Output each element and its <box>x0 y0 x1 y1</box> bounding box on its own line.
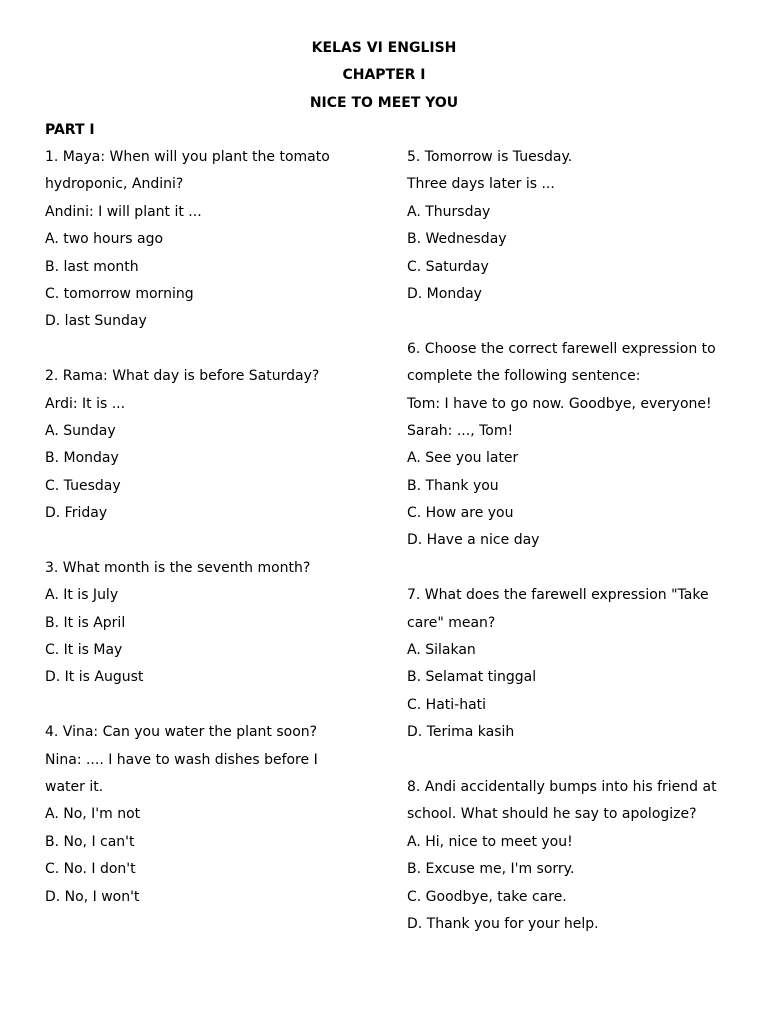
question-text: 7. What does the farewell expression "Take <box>407 587 709 604</box>
question-block <box>45 144 390 336</box>
answer-option: B. It is April <box>45 614 126 631</box>
answer-option: C. Tuesday <box>45 477 121 494</box>
answer-option: A. Thursday <box>407 203 491 220</box>
answer-option: B. Excuse me, I'm sorry. <box>407 861 575 878</box>
question-text: school. What should he say to apologize? <box>407 806 697 823</box>
answer-option: A. Sunday <box>45 422 116 439</box>
answer-option: D. Friday <box>45 505 108 522</box>
answer-option: A. two hours ago <box>45 231 164 248</box>
question-text: 8. Andi accidentally bumps into his friend at <box>407 778 717 795</box>
question-text: 6. Choose the correct farewell expression to <box>407 340 716 357</box>
answer-option: C. Hati-hati <box>407 696 487 713</box>
chapter-heading: CHAPTER I <box>342 67 426 83</box>
answer-option: B. Thank you <box>407 477 499 494</box>
answer-option: B. Monday <box>45 450 119 467</box>
question-text: Nina: .... I have to wash dishes before I <box>45 751 318 768</box>
question-text: care" mean? <box>407 614 496 631</box>
question-text: water it. <box>45 778 104 795</box>
answer-option: A. See you later <box>407 450 519 467</box>
document-title: KELAS VI ENGLISH <box>311 40 457 56</box>
answer-option: C. How are you <box>407 505 514 522</box>
part-label: PART I <box>45 122 95 138</box>
answer-option: D. Have a nice day <box>407 532 540 549</box>
question-text: 1. Maya: When will you plant the tomato <box>45 149 330 165</box>
answer-option: B. Selamat tinggal <box>407 669 537 686</box>
question-block <box>407 144 737 308</box>
question-block <box>407 582 737 746</box>
question-block <box>45 363 390 527</box>
question-block <box>45 555 390 692</box>
answer-option: B. Wednesday <box>407 231 507 248</box>
answer-option: A. No, I'm not <box>45 806 141 823</box>
chapter-subtitle: NICE TO MEET YOU <box>309 95 459 111</box>
question-text: 4. Vina: Can you water the plant soon? <box>45 724 318 741</box>
question-text: Ardi: It is ... <box>45 395 126 412</box>
answer-option: C. No. I don't <box>45 861 136 878</box>
answer-option: C. Goodbye, take care. <box>407 888 567 905</box>
answer-option: D. Terima kasih <box>407 724 515 741</box>
answer-option: C. It is May <box>45 642 123 659</box>
question-text: Tom: I have to go now. Goodbye, everyone! <box>407 395 712 412</box>
question-text: hydroponic, Andini? <box>45 176 184 193</box>
question-block <box>45 719 390 911</box>
question-text: 2. Rama: What day is before Saturday? <box>45 368 320 385</box>
question-block <box>407 336 737 555</box>
question-text: 5. Tomorrow is Tuesday. <box>407 149 573 165</box>
right-question-column <box>407 144 737 938</box>
answer-option: D. Monday <box>407 285 482 302</box>
answer-option: C. Saturday <box>407 258 489 275</box>
answer-option: D. It is August <box>45 669 144 686</box>
question-text: complete the following sentence: <box>407 368 641 385</box>
question-text: Sarah: ..., Tom! <box>407 422 514 439</box>
answer-option: D. No, I won't <box>45 888 140 905</box>
question-text: Andini: I will plant it ... <box>45 203 202 220</box>
answer-option: D. last Sunday <box>45 313 147 330</box>
answer-option: B. No, I can't <box>45 833 135 850</box>
left-question-column <box>45 144 390 911</box>
question-text: 3. What month is the seventh month? <box>45 559 311 576</box>
answer-option: B. last month <box>45 258 139 275</box>
answer-option: A. Silakan <box>407 642 476 659</box>
answer-option: A. Hi, nice to meet you! <box>407 833 573 850</box>
answer-option: C. tomorrow morning <box>45 285 194 302</box>
answer-option: A. It is July <box>45 587 119 604</box>
question-block <box>407 774 737 938</box>
question-text: Three days later is ... <box>407 176 555 193</box>
answer-option: D. Thank you for your help. <box>407 915 599 932</box>
